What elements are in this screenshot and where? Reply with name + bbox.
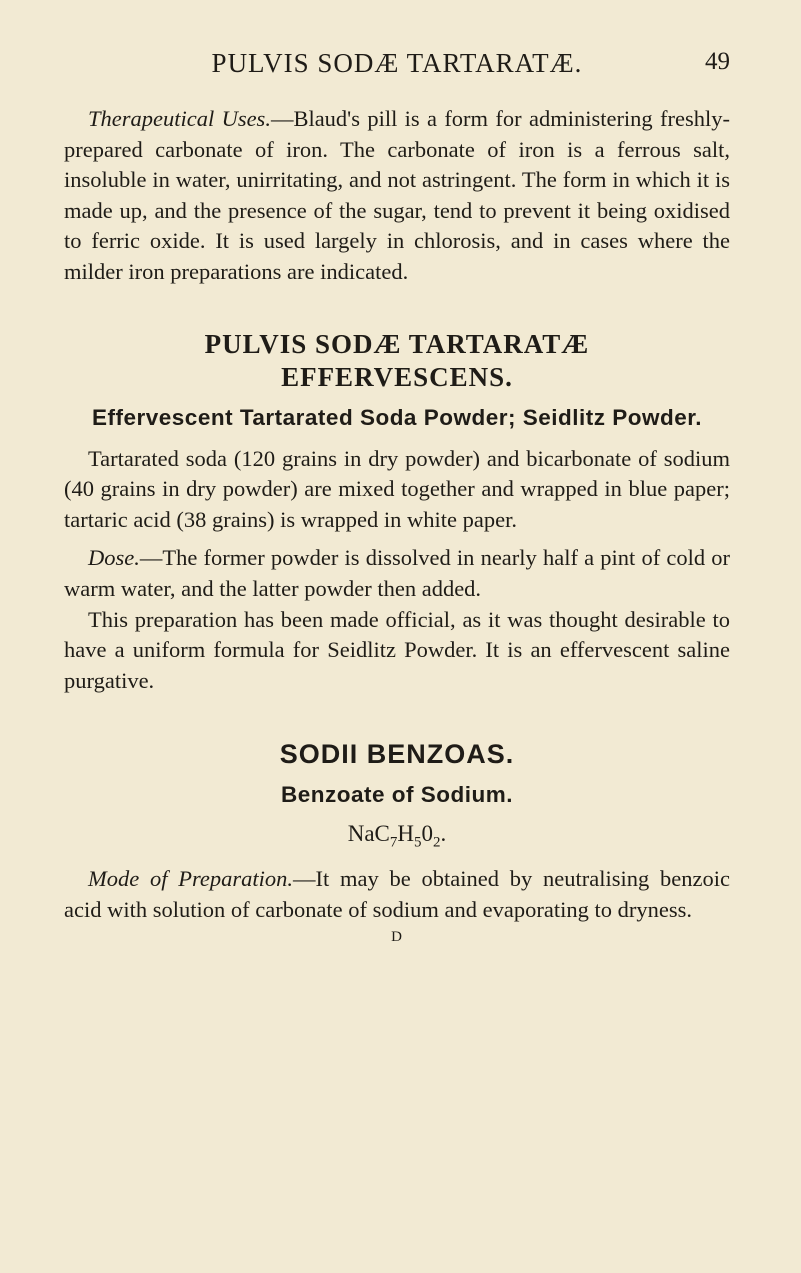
formula-part-3: 0 [421, 821, 434, 847]
formula-end: . [440, 821, 447, 847]
sodii-mode-lead: Mode of Preparation. [88, 865, 294, 891]
book-page [64, 48, 730, 946]
pulvis-title-line2: EFFERVESCENS. [281, 361, 513, 392]
sodii-subtitle: Benzoate of Sodium. [280, 782, 513, 808]
sodii-formula [64, 817, 730, 860]
formula-sub-1: 7 [389, 834, 398, 851]
sodii-mode-text: —It may be obtained by neutralising benzoic acid with solution of carbonate of sodium and evaporating to dryness. [64, 865, 730, 922]
running-head [64, 48, 730, 94]
signature-mark: D [391, 929, 403, 946]
pulvis-dose-text: —The former powder is dissolved in nearly half a pint of cold or warm water, and the latter powder then added. [64, 545, 730, 601]
therapeutic-uses-paragraph [64, 104, 730, 288]
pulvis-section [64, 328, 730, 697]
therapeutic-uses-text: —Blaud's pill is a form for administering freshly-prepared carbonate of iron. The carbonate of iron is a ferrous salt, insoluble in water, unirritating, and not astringent. The form in which it is made up, and the presence of the sugar, tend to prevent it being oxidised to ferric oxide. It is used largely in chlorosis, and in cases where the milder iron preparations are indicated. [64, 106, 730, 284]
page-number: 49 [705, 48, 730, 75]
sodii-section [64, 738, 730, 925]
sodii-title: SODII BENZOAS. [279, 739, 515, 770]
therapeutic-uses-lead: Therapeutical Uses. [88, 106, 271, 131]
pulvis-subtitle: Effervescent Tartarated Soda Powder; Seidlitz Powder. [92, 404, 702, 430]
formula-part-2: H [397, 821, 415, 847]
pulvis-note: This preparation has been made official, as it was thought desirable to have a uniform formula for Seidlitz Powder. It is an effervescent saline purgative. [64, 606, 730, 693]
pulvis-dose-lead: Dose. [88, 545, 140, 571]
pulvis-title-line1: PULVIS SODÆ TARTARATÆ [204, 328, 590, 359]
formula-sub-3: 2 [433, 834, 441, 851]
formula-sub-2: 5 [414, 834, 422, 851]
pulvis-dose-paragraph [64, 543, 730, 604]
sodii-mode-paragraph [64, 864, 730, 925]
pulvis-composition: Tartarated soda (120 grains in dry powder) and bicarbonate of sodium (40 grains in dry powder) are mixed together and wrapped in blue paper; tartaric acid (38 grains) is wrapped in white paper. [64, 445, 730, 532]
running-title: PULVIS SODÆ TARTARATÆ. [211, 48, 583, 78]
formula-part-1: NaC [347, 821, 390, 847]
